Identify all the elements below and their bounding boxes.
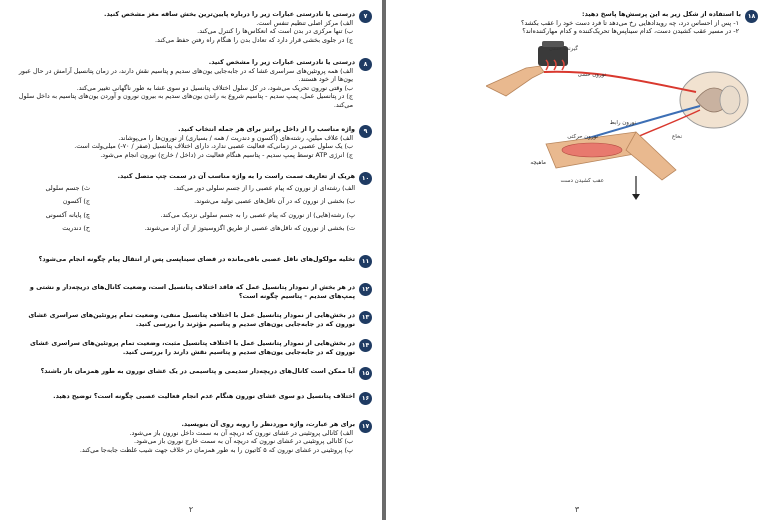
question-item: پ) پروتئینی در غشای نورون که ۵ کاتیون را به طور همزمان در خلاف جهت شیب غلظت جابه‌جا می‌کند.	[79, 445, 353, 454]
question-stem: در بخش‌هایی از نمودار پتانسیل عمل با اختلاف پتانسیل مثبت، وضعیت تمام پروتئین‌های سراسری غشای نورون که در جابه‌جایی یون‌های سدیم و پتاسیم نقش دارند را بررسی کنید.	[30, 339, 355, 356]
question-8	[10, 58, 372, 110]
question-number-badge: ۷	[359, 10, 372, 23]
matching-definition: الف) رشته‌ای از نورون که پیام عصبی را از جسم سلولی دور می‌کند.	[173, 183, 355, 192]
question-item: ب) یک سلول عصبی در زمانی‌که فعالیت عصبی ندارد، دارای اختلاف پتانسیل (صفر / ۷۰-) میلی‌ولت است.	[74, 142, 353, 151]
reflex-arc-figure	[486, 40, 756, 200]
question-number-badge: ۱۵	[359, 367, 372, 380]
question-item: ۲- در مسیر عقب کشیدن دست، کدام سیناپس‌ها تحریک‌کننده و کدام مهارکننده‌اند؟	[522, 27, 739, 36]
question-item: الف) کانالی پروتئینی در غشای نورون که دریچه آن به سمت داخل نورون باز می‌شود.	[129, 428, 353, 437]
matching-term: چ) پایانه آکسونی	[45, 210, 90, 219]
question-7	[10, 10, 372, 44]
figure-label: ماهیچه	[530, 160, 546, 166]
question-item: ج) انرژی ATP توسط پمپ سدیم - پتاسیم هنگام فعالیت در (داخل / خارج) نورون انجام می‌شود.	[100, 150, 353, 159]
matching-term: ج) آکسون	[62, 197, 90, 206]
question-stem: آیا ممکن است کانال‌های دریچه‌دار سدیمی و پتاسیمی در یک غشای نورون به طور همزمان باز باشند؟	[40, 367, 355, 375]
question-number-badge: ۹	[359, 125, 372, 138]
question-number-badge: ۱۶	[359, 392, 372, 405]
figure-label: نورون حرکتی	[567, 134, 598, 140]
question-item: ج) در جلوی بخشی قرار دارد که تعادل بدن را هنگام راه رفتن حفظ می‌کند.	[155, 35, 353, 44]
question-number-badge: ۱۱	[359, 255, 372, 268]
question-stem: درستی یا نادرستی عبارات زیر را درباره پایین‌ترین بخش ساقه مغز مشخص کنید.	[104, 10, 355, 18]
sensory-neuron-path	[544, 72, 696, 92]
question-stem: واژه مناسب را از داخل پرانتز برای هر جمله انتخاب کنید.	[178, 125, 355, 133]
muscle-icon	[562, 143, 622, 157]
question-item: ج) در پتانسیل عمل، پمپ سدیم - پتاسیم شروع به راندن یون‌های سدیم به بیرون نورون و آوردن یون‌های پتاسیم به داخل سلول می‌کند.	[18, 92, 353, 109]
arrow-head-icon	[632, 194, 640, 200]
spinal-cord-icon	[680, 72, 748, 128]
question-13	[10, 311, 372, 328]
question-number-badge: ۱۸	[745, 10, 758, 23]
question-number-badge: ۱۴	[359, 339, 372, 352]
figure-label: گیرنده‌ حسی	[548, 46, 578, 52]
question-9	[10, 125, 372, 159]
question-number-badge: ۱۰	[359, 172, 372, 185]
question-item: ب) کانالی پروتئینی در غشای نورون که دریچه آن به سمت خارج نورون باز می‌شود.	[134, 437, 353, 446]
figure-label: عقب کشیدن دست	[560, 178, 604, 184]
question-item: الف) همه پروتئین‌های سراسری غشا که در جابه‌جایی یون‌های سدیم و پتاسیم نقش دارند، در زمان پتانسیل آرامش در حال عبور یون‌ها از خود هستند.	[18, 66, 353, 84]
question-item: الف) مرکز اصلی تنظیم تنفس است.	[256, 18, 353, 27]
matching-definition: پ) رشته(هایی) از نورون که پیام عصبی را به جسم سلولی نزدیک می‌کند.	[160, 210, 355, 219]
question-number-badge: ۱۷	[359, 420, 372, 433]
page-number: ۳	[574, 505, 580, 514]
question-11	[10, 255, 372, 268]
question-10	[10, 172, 372, 233]
question-12	[10, 283, 372, 300]
hand-icon	[486, 66, 544, 96]
figure-label: نورون حسی	[577, 72, 606, 78]
question-14	[10, 339, 372, 356]
question-16	[10, 392, 372, 405]
question-item: الف) غلاف میلین، رشته‌های (آکسون و دندریت / همه / بسیاری) از نورون‌ها را می‌پوشاند.	[118, 133, 353, 142]
matching-definition: ت) بخشی از نورون که ناقل‌های عصبی از طریق اگزوسیتوز از آن آزاد می‌شوند.	[144, 224, 355, 233]
figure-label: نخاع	[671, 134, 682, 140]
question-stem: تخلیه مولکول‌های ناقل عصبی باقی‌مانده در فضای سیناپسی پس از انتقال پیام چگونه انجام می‌شود؟	[38, 255, 355, 263]
question-stem: در بخش‌هایی از نمودار پتانسیل عمل با اختلاف پتانسیل منفی، وضعیت تمام پروتئین‌های سراسری غشای نورون که در جابه‌جایی یون‌های سدیم و پتاسیم مؤثرند را بررسی کنید.	[28, 311, 355, 328]
question-stem: در هر بخش از نمودار پتانسیل عمل که فاقد اختلاف پتانسیل است، وضعیت کانال‌های دریچه‌دار و نشتی و پمپ‌های سدیم - پتاسیم چگونه است؟	[29, 283, 355, 300]
page-number: ۲	[188, 505, 194, 514]
question-stem: اختلاف پتانسیل دو سوی غشای نورون هنگام عدم انجام فعالیت عصبی چگونه است؟ توضیح دهید.	[53, 392, 355, 400]
left-page	[0, 0, 382, 520]
question-item: ۱- پس از احساس درد، چه رویدادهایی رخ می‌دهد تا فرد دست خود را عقب بکشد؟	[521, 18, 739, 27]
arm-icon	[546, 132, 676, 180]
question-item: ب) تنها مرکزی در بدن است که انعکاس‌ها را کنترل می‌کند.	[197, 27, 353, 36]
question-stem: درستی یا نادرستی عبارات زیر را مشخص کنید.	[208, 58, 355, 66]
question-stem: با استفاده از شکل زیر به این پرسش‌ها پاسخ دهید:	[582, 10, 741, 18]
question-15	[10, 367, 372, 380]
question-number-badge: ۱۲	[359, 283, 372, 296]
figure-label: نورون رابط	[609, 120, 636, 126]
matching-definition: ب) بخشی از نورون که در آن ناقل‌های عصبی تولید می‌شوند.	[194, 197, 355, 206]
matching-term: ح) دندریت	[62, 224, 90, 233]
question-18	[396, 10, 758, 36]
matching-term: ث) جسم سلولی	[45, 183, 90, 192]
question-number-badge: ۱۳	[359, 311, 372, 324]
question-stem: هریک از تعاریف سمت راست را به واژه مناسب آن در سمت چپ متصل کنید.	[117, 172, 355, 180]
question-stem: برای هر عبارت، واژه موردنظر را روبه روی آن بنویسید.	[181, 420, 355, 428]
question-item: ب) وقتی نورون تحریک می‌شود، در کل سلول اختلاف پتانسیل دو سوی غشا به طور ناگهانی تغییر می‌کند.	[76, 83, 353, 92]
question-17	[10, 420, 372, 454]
question-number-badge: ۸	[359, 58, 372, 71]
right-page	[386, 0, 768, 520]
